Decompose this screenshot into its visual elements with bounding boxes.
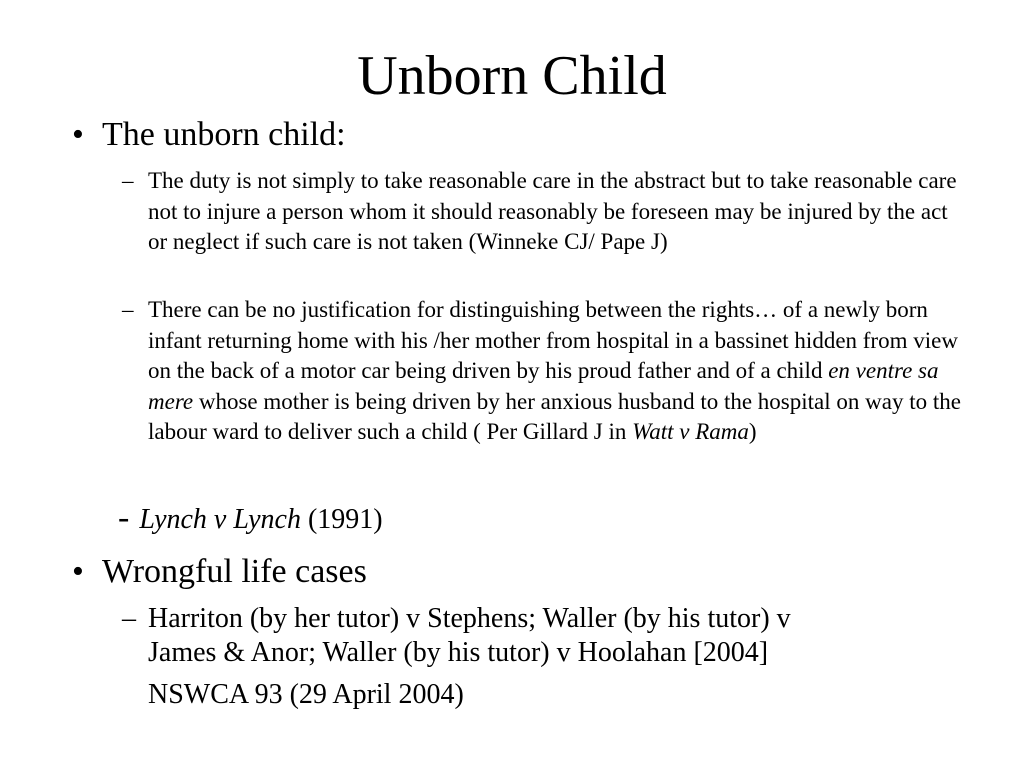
dash-glyph: – bbox=[122, 168, 134, 193]
bullet-unborn-child bbox=[72, 115, 972, 155]
bullet-text: Wrongful life cases bbox=[102, 553, 367, 590]
sub-bullet-justification bbox=[122, 295, 962, 448]
harriton-line-3: NSWCA 93 (29 April 2004) bbox=[148, 679, 464, 710]
slide-title: Unborn Child bbox=[357, 45, 667, 107]
sub-bullet-text bbox=[148, 602, 962, 712]
case-name: Lynch v Lynch bbox=[139, 504, 301, 535]
bullet-glyph: • bbox=[72, 553, 84, 590]
text-middle: whose mother is being driven by her anxious husband to the hospital on way to the labour ward to deliver such a child ( Per Gillard J in bbox=[148, 388, 961, 444]
text-end: ) bbox=[748, 419, 757, 444]
sub-bullet-harriton bbox=[122, 602, 962, 712]
text-before-italic: There can be no justification for distinguishing between the rights… of a newly born infant returning home with his /her mother from hospital in a bassinet hidden from view on the back of a motor car being driven by his proud father and of a child bbox=[148, 297, 958, 383]
harriton-line-1: Harriton (by her tutor) v Stephens; Waller (by his tutor) v bbox=[148, 603, 791, 634]
sub-bullet-text: The duty is not simply to take reasonable care in the abstract but to take reasonable care not to injure a person whom it should reasonably be foreseen may be injured by the act or neglect if such care is not taken (Winneke CJ/ Pape J) bbox=[148, 168, 957, 254]
bullet-text: The unborn child: bbox=[102, 116, 346, 153]
harriton-line-2: James & Anor; Waller (by his tutor) v Hoolahan [2004] bbox=[148, 637, 769, 668]
italic-en-ventre-sa-mere: en ventre sa mere bbox=[148, 358, 939, 414]
case-dash: - bbox=[118, 499, 130, 536]
dash-glyph: – bbox=[122, 297, 134, 322]
sub-bullet-text bbox=[148, 295, 962, 448]
case-year: (1991) bbox=[300, 504, 383, 535]
sub-bullet-duty bbox=[122, 166, 962, 258]
italic-watt-v-rama: Watt v Rama bbox=[632, 419, 749, 444]
dash-glyph: – bbox=[122, 603, 136, 634]
bullet-wrongful-life bbox=[72, 552, 972, 592]
case-reference-lynch bbox=[118, 500, 383, 538]
bullet-glyph: • bbox=[72, 116, 84, 153]
